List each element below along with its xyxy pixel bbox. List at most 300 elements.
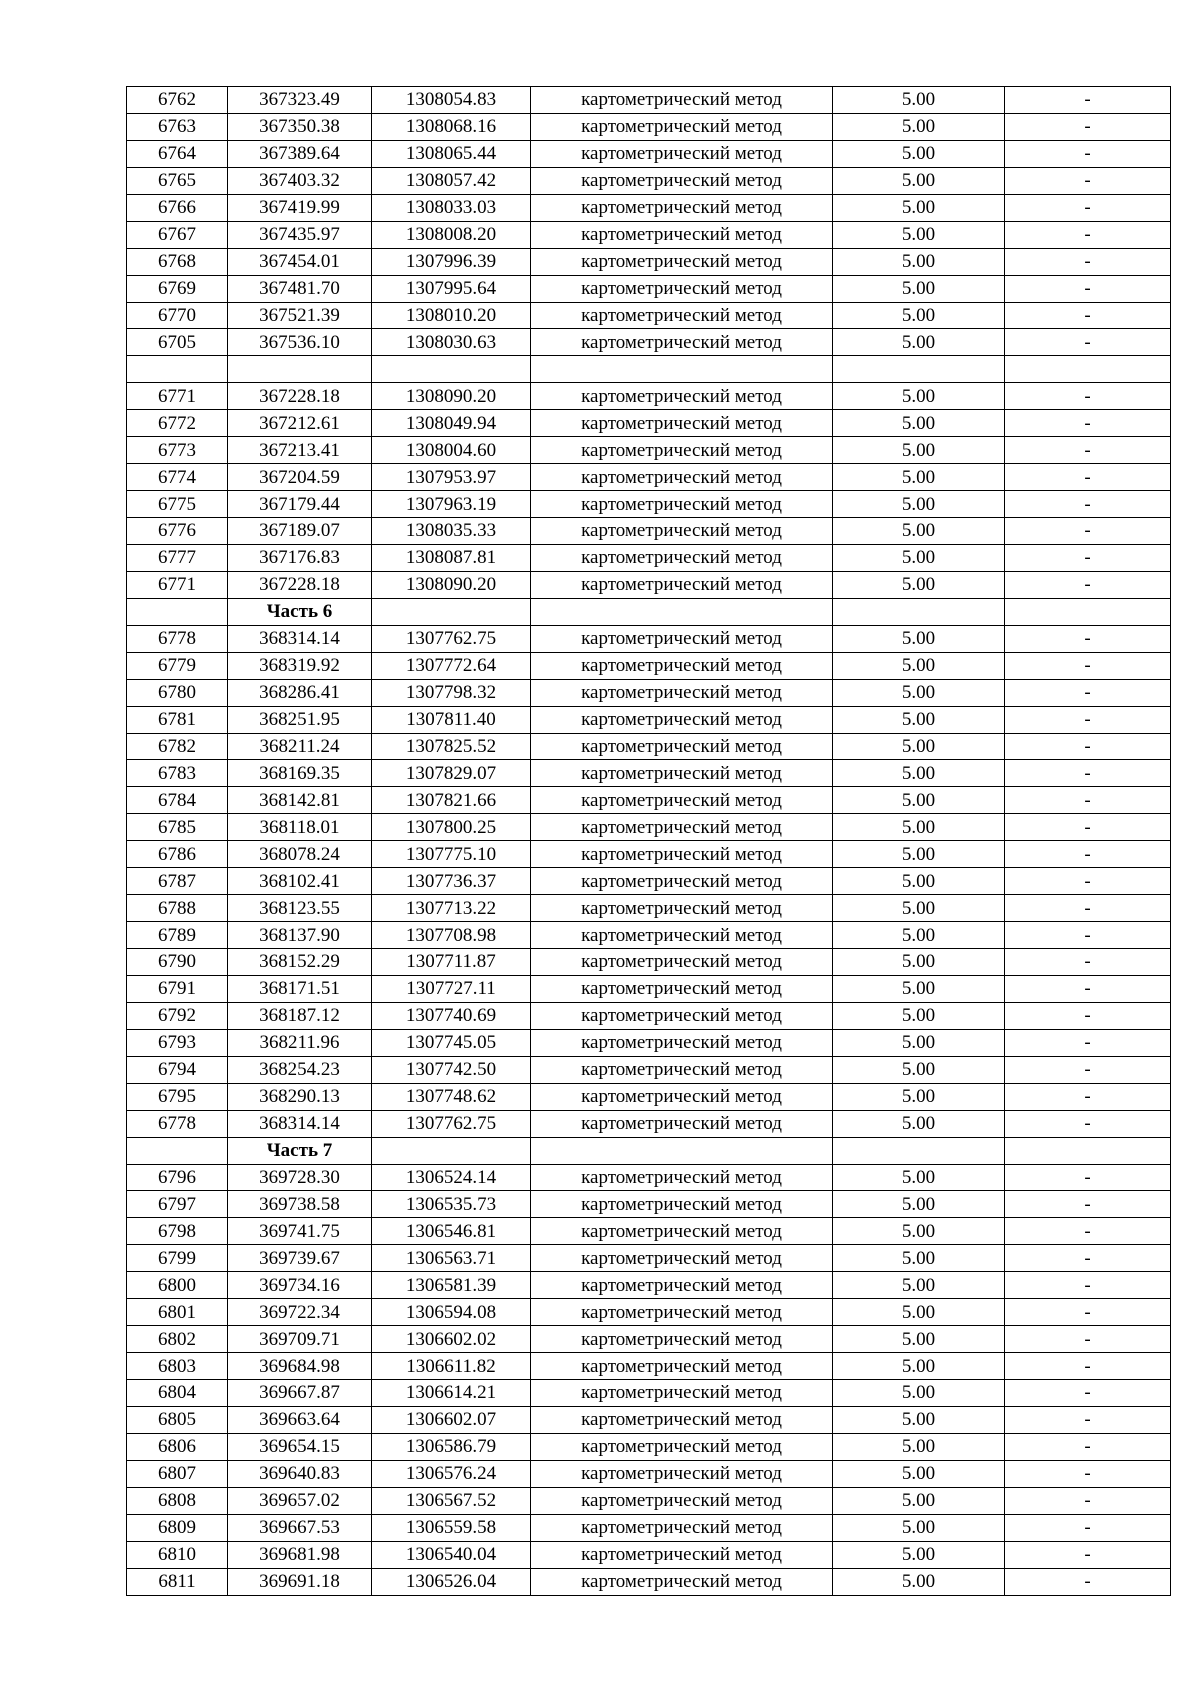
method-cell: картометрический метод	[531, 922, 833, 949]
accuracy-cell: 5.00	[833, 302, 1005, 329]
accuracy-cell: 5.00	[833, 1460, 1005, 1487]
table-row	[127, 1514, 1171, 1541]
method-cell: картометрический метод	[531, 1568, 833, 1595]
coord-x-cell: 368187.12	[228, 1002, 372, 1029]
method-cell: картометрический метод	[531, 841, 833, 868]
coord-y-cell: 1307745.05	[372, 1029, 531, 1056]
coord-y-cell: 1308090.20	[372, 383, 531, 410]
coord-y-cell: 1307811.40	[372, 706, 531, 733]
note-cell: -	[1005, 949, 1171, 976]
coord-x-cell: 367350.38	[228, 113, 372, 140]
method-cell: картометрический метод	[531, 410, 833, 437]
coord-x-cell: 368142.81	[228, 787, 372, 814]
empty-cell	[372, 1137, 531, 1164]
section-row	[127, 1137, 1171, 1164]
table-row	[127, 1353, 1171, 1380]
table-row	[127, 1272, 1171, 1299]
accuracy-cell: 5.00	[833, 1191, 1005, 1218]
coord-y-cell: 1306586.79	[372, 1433, 531, 1460]
coord-y-cell: 1308087.81	[372, 544, 531, 571]
coord-x-cell: 367213.41	[228, 437, 372, 464]
note-cell: -	[1005, 1272, 1171, 1299]
note-cell: -	[1005, 113, 1171, 140]
method-cell: картометрический метод	[531, 787, 833, 814]
method-cell: картометрический метод	[531, 625, 833, 652]
note-cell: -	[1005, 895, 1171, 922]
empty-cell	[1005, 356, 1171, 383]
note-cell: -	[1005, 1029, 1171, 1056]
coord-y-cell: 1307742.50	[372, 1056, 531, 1083]
empty-cell	[833, 356, 1005, 383]
coord-x-cell: 368171.51	[228, 975, 372, 1002]
coord-y-cell: 1308090.20	[372, 571, 531, 598]
table-row	[127, 1083, 1171, 1110]
coord-x-cell: 367176.83	[228, 544, 372, 571]
coord-x-cell: 367435.97	[228, 221, 372, 248]
point-number-cell: 6778	[127, 1110, 228, 1137]
table-row	[127, 87, 1171, 114]
coord-y-cell: 1308008.20	[372, 221, 531, 248]
coord-x-cell: 368118.01	[228, 814, 372, 841]
coord-y-cell: 1307821.66	[372, 787, 531, 814]
point-number-cell: 6771	[127, 571, 228, 598]
coord-x-cell: 369684.98	[228, 1353, 372, 1380]
table-row	[127, 733, 1171, 760]
coordinates-table-body	[127, 87, 1171, 1596]
table-row	[127, 194, 1171, 221]
coord-y-cell: 1307800.25	[372, 814, 531, 841]
table-row	[127, 544, 1171, 571]
coord-y-cell: 1306567.52	[372, 1487, 531, 1514]
coord-y-cell: 1307995.64	[372, 275, 531, 302]
method-cell: картометрический метод	[531, 571, 833, 598]
coord-x-cell: 367179.44	[228, 491, 372, 518]
point-number-cell: 6786	[127, 841, 228, 868]
coord-x-cell: 367228.18	[228, 571, 372, 598]
point-number-cell: 6806	[127, 1433, 228, 1460]
accuracy-cell: 5.00	[833, 1299, 1005, 1326]
point-number-cell: 6781	[127, 706, 228, 733]
point-number-cell: 6770	[127, 302, 228, 329]
accuracy-cell: 5.00	[833, 1568, 1005, 1595]
method-cell: картометрический метод	[531, 895, 833, 922]
table-row	[127, 1380, 1171, 1407]
point-number-cell: 6808	[127, 1487, 228, 1514]
point-number-cell: 6764	[127, 140, 228, 167]
point-number-cell: 6773	[127, 437, 228, 464]
note-cell: -	[1005, 167, 1171, 194]
accuracy-cell: 5.00	[833, 1487, 1005, 1514]
method-cell: картометрический метод	[531, 167, 833, 194]
method-cell: картометрический метод	[531, 1110, 833, 1137]
accuracy-cell: 5.00	[833, 1433, 1005, 1460]
coord-x-cell: 367212.61	[228, 410, 372, 437]
method-cell: картометрический метод	[531, 194, 833, 221]
method-cell: картометрический метод	[531, 464, 833, 491]
coord-y-cell: 1308049.94	[372, 410, 531, 437]
accuracy-cell: 5.00	[833, 194, 1005, 221]
point-number-cell: 6811	[127, 1568, 228, 1595]
table-row	[127, 571, 1171, 598]
coord-x-cell: 369709.71	[228, 1326, 372, 1353]
point-number-cell: 6809	[127, 1514, 228, 1541]
note-cell: -	[1005, 1083, 1171, 1110]
method-cell: картометрический метод	[531, 1514, 833, 1541]
empty-cell	[372, 598, 531, 625]
coord-y-cell: 1308030.63	[372, 329, 531, 356]
coord-y-cell: 1307953.97	[372, 464, 531, 491]
table-row	[127, 895, 1171, 922]
note-cell: -	[1005, 1487, 1171, 1514]
coord-y-cell: 1307829.07	[372, 760, 531, 787]
method-cell: картометрический метод	[531, 113, 833, 140]
empty-cell	[531, 1137, 833, 1164]
method-cell: картометрический метод	[531, 1164, 833, 1191]
coord-x-cell: 367419.99	[228, 194, 372, 221]
empty-cell	[833, 1137, 1005, 1164]
coord-x-cell: 368169.35	[228, 760, 372, 787]
coord-y-cell: 1308054.83	[372, 87, 531, 114]
accuracy-cell: 5.00	[833, 1272, 1005, 1299]
method-cell: картометрический метод	[531, 706, 833, 733]
table-row	[127, 652, 1171, 679]
point-number-cell: 6780	[127, 679, 228, 706]
method-cell: картометрический метод	[531, 302, 833, 329]
method-cell: картометрический метод	[531, 1380, 833, 1407]
method-cell: картометрический метод	[531, 248, 833, 275]
table-row	[127, 1541, 1171, 1568]
point-number-cell: 6775	[127, 491, 228, 518]
note-cell: -	[1005, 491, 1171, 518]
method-cell: картометрический метод	[531, 1433, 833, 1460]
method-cell: картометрический метод	[531, 1056, 833, 1083]
point-number-cell: 6794	[127, 1056, 228, 1083]
method-cell: картометрический метод	[531, 760, 833, 787]
point-number-cell: 6802	[127, 1326, 228, 1353]
method-cell: картометрический метод	[531, 1083, 833, 1110]
method-cell: картометрический метод	[531, 1272, 833, 1299]
point-number-cell: 6768	[127, 248, 228, 275]
coord-y-cell: 1307711.87	[372, 949, 531, 976]
table-row	[127, 464, 1171, 491]
note-cell: -	[1005, 518, 1171, 545]
note-cell: -	[1005, 1568, 1171, 1595]
note-cell: -	[1005, 1245, 1171, 1272]
coord-x-cell: 369691.18	[228, 1568, 372, 1595]
table-row	[127, 706, 1171, 733]
accuracy-cell: 5.00	[833, 275, 1005, 302]
note-cell: -	[1005, 1353, 1171, 1380]
method-cell: картометрический метод	[531, 1029, 833, 1056]
coord-y-cell: 1307963.19	[372, 491, 531, 518]
accuracy-cell: 5.00	[833, 437, 1005, 464]
point-number-cell: 6810	[127, 1541, 228, 1568]
coord-x-cell: 369741.75	[228, 1218, 372, 1245]
note-cell: -	[1005, 1299, 1171, 1326]
coord-y-cell: 1306563.71	[372, 1245, 531, 1272]
coord-y-cell: 1306524.14	[372, 1164, 531, 1191]
note-cell: -	[1005, 544, 1171, 571]
method-cell: картометрический метод	[531, 1353, 833, 1380]
note-cell: -	[1005, 1164, 1171, 1191]
method-cell: картометрический метод	[531, 1541, 833, 1568]
empty-cell	[833, 598, 1005, 625]
coord-x-cell: 368319.92	[228, 652, 372, 679]
method-cell: картометрический метод	[531, 221, 833, 248]
point-number-cell: 6799	[127, 1245, 228, 1272]
table-row	[127, 383, 1171, 410]
empty-cell	[127, 1137, 228, 1164]
coord-y-cell: 1307762.75	[372, 625, 531, 652]
point-number-cell: 6777	[127, 544, 228, 571]
note-cell: -	[1005, 841, 1171, 868]
method-cell: картометрический метод	[531, 383, 833, 410]
coord-x-cell: 369667.53	[228, 1514, 372, 1541]
point-number-cell: 6790	[127, 949, 228, 976]
accuracy-cell: 5.00	[833, 87, 1005, 114]
table-row	[127, 625, 1171, 652]
coord-y-cell: 1306614.21	[372, 1380, 531, 1407]
table-row	[127, 329, 1171, 356]
method-cell: картометрический метод	[531, 1191, 833, 1218]
coord-y-cell: 1307727.11	[372, 975, 531, 1002]
table-row	[127, 1164, 1171, 1191]
table-row	[127, 410, 1171, 437]
coord-y-cell: 1307748.62	[372, 1083, 531, 1110]
note-cell: -	[1005, 329, 1171, 356]
accuracy-cell: 5.00	[833, 1514, 1005, 1541]
table-row	[127, 302, 1171, 329]
coord-x-cell: 368102.41	[228, 868, 372, 895]
coord-y-cell: 1308068.16	[372, 113, 531, 140]
coord-x-cell: 367204.59	[228, 464, 372, 491]
accuracy-cell: 5.00	[833, 1056, 1005, 1083]
note-cell: -	[1005, 679, 1171, 706]
coord-y-cell: 1306581.39	[372, 1272, 531, 1299]
table-row	[127, 814, 1171, 841]
method-cell: картометрический метод	[531, 1326, 833, 1353]
coord-x-cell: 368123.55	[228, 895, 372, 922]
accuracy-cell: 5.00	[833, 1541, 1005, 1568]
method-cell: картометрический метод	[531, 868, 833, 895]
note-cell: -	[1005, 814, 1171, 841]
coord-y-cell: 1307713.22	[372, 895, 531, 922]
table-row	[127, 221, 1171, 248]
note-cell: -	[1005, 1406, 1171, 1433]
accuracy-cell: 5.00	[833, 167, 1005, 194]
table-row	[127, 679, 1171, 706]
point-number-cell: 6798	[127, 1218, 228, 1245]
coord-y-cell: 1306602.02	[372, 1326, 531, 1353]
method-cell: картометрический метод	[531, 1460, 833, 1487]
coord-y-cell: 1306526.04	[372, 1568, 531, 1595]
accuracy-cell: 5.00	[833, 1353, 1005, 1380]
section-title: Часть 6	[228, 598, 372, 625]
note-cell: -	[1005, 625, 1171, 652]
table-row	[127, 1433, 1171, 1460]
note-cell: -	[1005, 787, 1171, 814]
method-cell: картометрический метод	[531, 140, 833, 167]
coord-x-cell: 369657.02	[228, 1487, 372, 1514]
table-row	[127, 1029, 1171, 1056]
accuracy-cell: 5.00	[833, 895, 1005, 922]
method-cell: картометрический метод	[531, 1218, 833, 1245]
coord-y-cell: 1307996.39	[372, 248, 531, 275]
note-cell: -	[1005, 1460, 1171, 1487]
coord-x-cell: 369722.34	[228, 1299, 372, 1326]
table-row	[127, 975, 1171, 1002]
coord-x-cell: 368251.95	[228, 706, 372, 733]
coord-x-cell: 367389.64	[228, 140, 372, 167]
point-number-cell: 6769	[127, 275, 228, 302]
method-cell: картометрический метод	[531, 437, 833, 464]
note-cell: -	[1005, 1110, 1171, 1137]
accuracy-cell: 5.00	[833, 140, 1005, 167]
point-number-cell: 6771	[127, 383, 228, 410]
coord-y-cell: 1307825.52	[372, 733, 531, 760]
note-cell: -	[1005, 733, 1171, 760]
method-cell: картометрический метод	[531, 975, 833, 1002]
coord-y-cell: 1306540.04	[372, 1541, 531, 1568]
accuracy-cell: 5.00	[833, 383, 1005, 410]
method-cell: картометрический метод	[531, 652, 833, 679]
coord-x-cell: 368152.29	[228, 949, 372, 976]
note-cell: -	[1005, 464, 1171, 491]
method-cell: картометрический метод	[531, 1002, 833, 1029]
accuracy-cell: 5.00	[833, 544, 1005, 571]
accuracy-cell: 5.00	[833, 949, 1005, 976]
coord-x-cell: 369667.87	[228, 1380, 372, 1407]
point-number-cell: 6787	[127, 868, 228, 895]
table-row	[127, 1487, 1171, 1514]
accuracy-cell: 5.00	[833, 571, 1005, 598]
accuracy-cell: 5.00	[833, 679, 1005, 706]
point-number-cell: 6767	[127, 221, 228, 248]
note-cell: -	[1005, 922, 1171, 949]
coord-y-cell: 1307762.75	[372, 1110, 531, 1137]
coord-y-cell: 1307740.69	[372, 1002, 531, 1029]
coord-x-cell: 369739.67	[228, 1245, 372, 1272]
point-number-cell: 6762	[127, 87, 228, 114]
table-row	[127, 248, 1171, 275]
note-cell: -	[1005, 975, 1171, 1002]
coord-x-cell: 368137.90	[228, 922, 372, 949]
coord-x-cell: 369734.16	[228, 1272, 372, 1299]
point-number-cell: 6788	[127, 895, 228, 922]
note-cell: -	[1005, 275, 1171, 302]
coord-y-cell: 1306602.07	[372, 1406, 531, 1433]
point-number-cell: 6796	[127, 1164, 228, 1191]
coord-x-cell: 367403.32	[228, 167, 372, 194]
coord-y-cell: 1306611.82	[372, 1353, 531, 1380]
coord-x-cell: 368314.14	[228, 625, 372, 652]
note-cell: -	[1005, 302, 1171, 329]
table-row	[127, 1191, 1171, 1218]
note-cell: -	[1005, 1514, 1171, 1541]
accuracy-cell: 5.00	[833, 1029, 1005, 1056]
point-number-cell: 6800	[127, 1272, 228, 1299]
empty-cell	[1005, 598, 1171, 625]
table-row	[127, 1326, 1171, 1353]
method-cell: картометрический метод	[531, 87, 833, 114]
coord-y-cell: 1308004.60	[372, 437, 531, 464]
note-cell: -	[1005, 140, 1171, 167]
point-number-cell: 6785	[127, 814, 228, 841]
table-row	[127, 1218, 1171, 1245]
point-number-cell: 6763	[127, 113, 228, 140]
accuracy-cell: 5.00	[833, 733, 1005, 760]
section-row	[127, 356, 1171, 383]
accuracy-cell: 5.00	[833, 329, 1005, 356]
accuracy-cell: 5.00	[833, 1218, 1005, 1245]
table-row	[127, 787, 1171, 814]
method-cell: картометрический метод	[531, 329, 833, 356]
note-cell: -	[1005, 1002, 1171, 1029]
point-number-cell: 6776	[127, 518, 228, 545]
accuracy-cell: 5.00	[833, 706, 1005, 733]
accuracy-cell: 5.00	[833, 814, 1005, 841]
table-row	[127, 949, 1171, 976]
accuracy-cell: 5.00	[833, 491, 1005, 518]
coord-x-cell: 367481.70	[228, 275, 372, 302]
accuracy-cell: 5.00	[833, 518, 1005, 545]
coord-x-cell: 368314.14	[228, 1110, 372, 1137]
coord-x-cell: 368211.24	[228, 733, 372, 760]
coord-y-cell: 1306576.24	[372, 1460, 531, 1487]
accuracy-cell: 5.00	[833, 1164, 1005, 1191]
point-number-cell: 6765	[127, 167, 228, 194]
coord-y-cell: 1308065.44	[372, 140, 531, 167]
coord-x-cell: 368078.24	[228, 841, 372, 868]
table-row	[127, 841, 1171, 868]
coord-x-cell: 367189.07	[228, 518, 372, 545]
method-cell: картометрический метод	[531, 1299, 833, 1326]
coord-y-cell: 1306559.58	[372, 1514, 531, 1541]
note-cell: -	[1005, 383, 1171, 410]
accuracy-cell: 5.00	[833, 1380, 1005, 1407]
point-number-cell: 6804	[127, 1380, 228, 1407]
method-cell: картометрический метод	[531, 814, 833, 841]
coord-y-cell: 1308035.33	[372, 518, 531, 545]
point-number-cell: 6805	[127, 1406, 228, 1433]
table-row	[127, 167, 1171, 194]
table-row	[127, 1245, 1171, 1272]
point-number-cell: 6803	[127, 1353, 228, 1380]
accuracy-cell: 5.00	[833, 1002, 1005, 1029]
table-row	[127, 437, 1171, 464]
point-number-cell: 6793	[127, 1029, 228, 1056]
accuracy-cell: 5.00	[833, 1326, 1005, 1353]
accuracy-cell: 5.00	[833, 1406, 1005, 1433]
table-row	[127, 1406, 1171, 1433]
coord-y-cell: 1306546.81	[372, 1218, 531, 1245]
coord-x-cell: 367521.39	[228, 302, 372, 329]
table-row	[127, 113, 1171, 140]
coord-x-cell: 367228.18	[228, 383, 372, 410]
point-number-cell: 6779	[127, 652, 228, 679]
accuracy-cell: 5.00	[833, 787, 1005, 814]
accuracy-cell: 5.00	[833, 760, 1005, 787]
coord-y-cell: 1307708.98	[372, 922, 531, 949]
accuracy-cell: 5.00	[833, 1110, 1005, 1137]
note-cell: -	[1005, 410, 1171, 437]
coord-x-cell: 368211.96	[228, 1029, 372, 1056]
coord-x-cell: 367536.10	[228, 329, 372, 356]
point-number-cell: 6772	[127, 410, 228, 437]
note-cell: -	[1005, 1380, 1171, 1407]
note-cell: -	[1005, 1218, 1171, 1245]
accuracy-cell: 5.00	[833, 652, 1005, 679]
